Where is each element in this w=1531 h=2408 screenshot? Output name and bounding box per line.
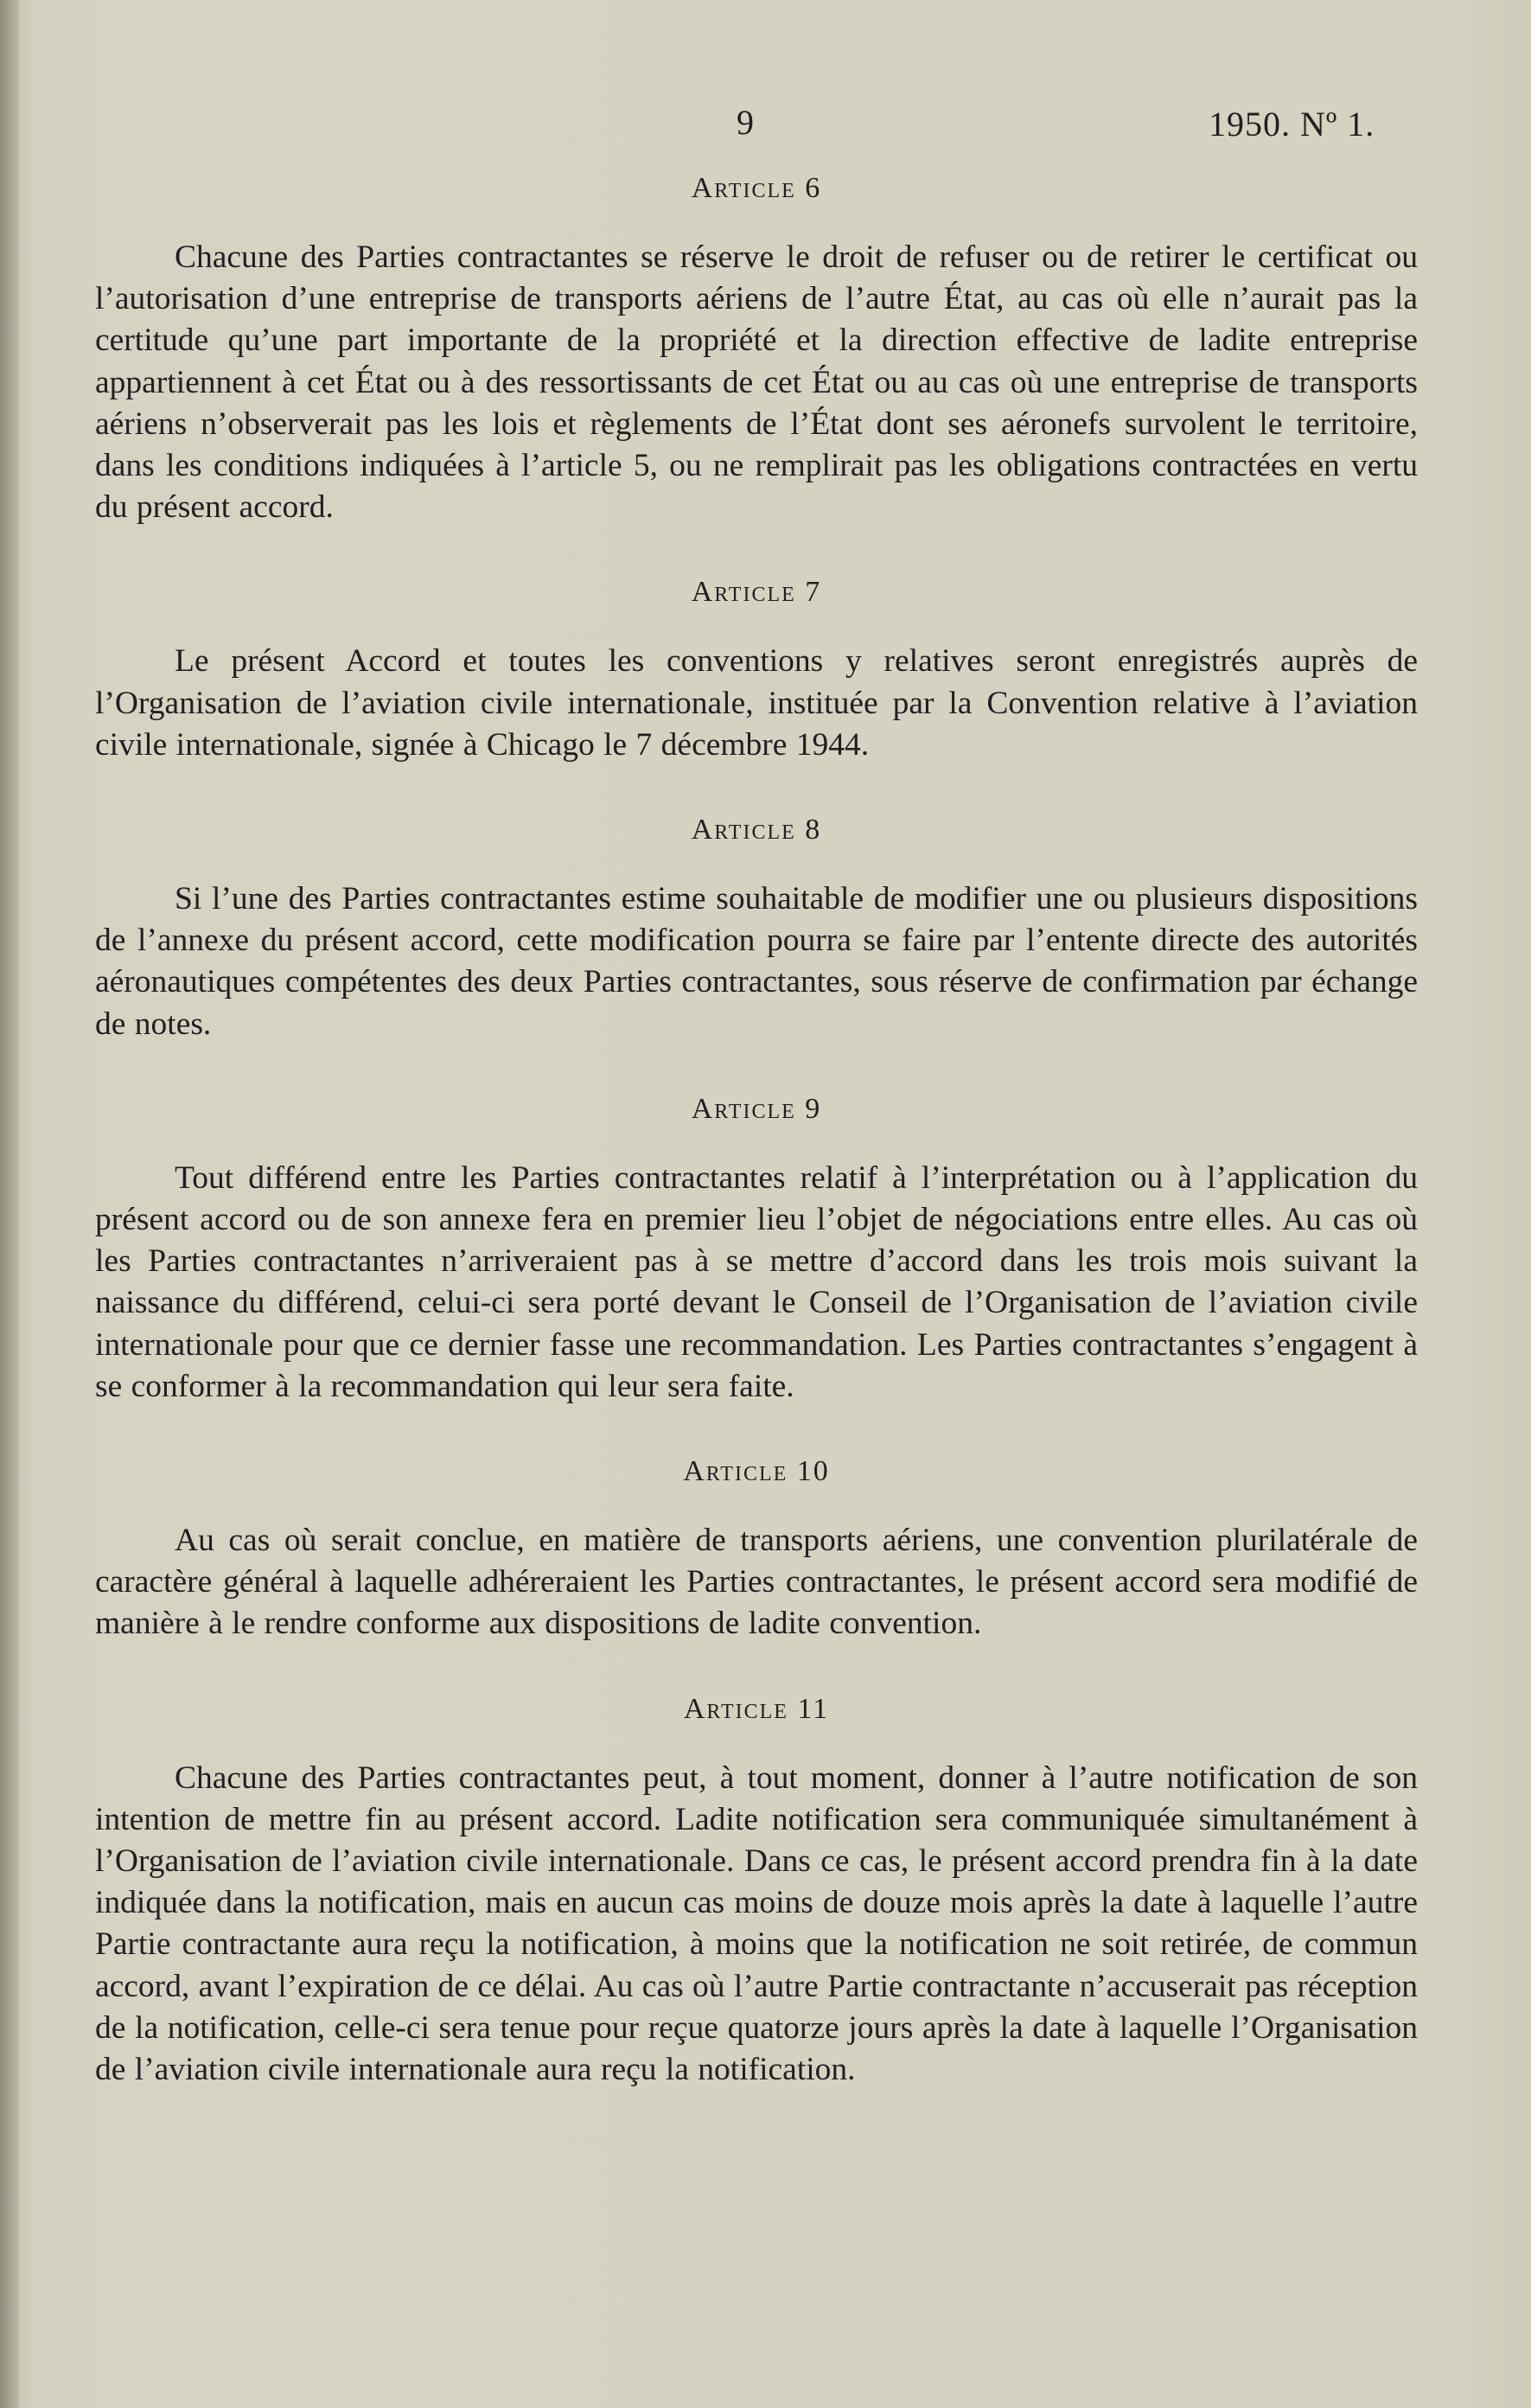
article-text: Le présent Accord et toutes les conventions y relatives seront enregistrés auprès de l’Organisation de l’aviation civile internationale, instituée par la Convention relative à l’aviation civile internationale, signée à Chicago le 7 décembre 1944. [95, 643, 1418, 763]
year-number: 1950. Nº 1. [1209, 105, 1375, 144]
article-heading: Article 7 [691, 576, 822, 609]
page-gutter-shadow [0, 0, 19, 2408]
article-11 [95, 1692, 1418, 2092]
article-6 [95, 171, 1418, 528]
article-text: Chacune des Parties contractantes peut, à tout moment, donner à l’autre notification de son intention de mettre fin au présent accord. Ladite notification sera communiquée simultanément à l’Organisation de l’aviation civile internationale. Dans ce cas, le présent accord prendra fin à la date indiquée dans la notification, mais en aucun cas moins de douze mois après la date à laquelle l’autre Partie contractante aura reçu la notification, à moins que la notification ne soit retirée, de commun accord, avant l’expiration de ce délai. Au cas où l’autre Partie contractante n’accuserait pas réception de la notification, celle-ci sera tenue pour reçue quatorze jours après la date à laquelle l’Organisation de l’aviation civile internationale aura reçu la notification. [95, 1760, 1418, 2088]
article-10 [95, 1454, 1418, 1645]
article-8 [95, 813, 1418, 1045]
article-text: Chacune des Parties contractantes se réserve le droit de refuser ou de retirer le certificat ou l’autorisation d’une entreprise de transports aériens de l’autre État, au cas où elle n’aurait pas la certitude qu’une part importante de la propriété et la direction effective de ladite entreprise appartiennent à cet État ou à des ressortissants de cet État ou au cas où une entreprise de transports aériens n’observerait pas les lois et règlements de l’État dont ses aéronefs survolent le territoire, dans les conditions indiquées à l’article 5, ou ne remplirait pas les obligations contractées en vertu du présent accord. [95, 240, 1418, 526]
article-text: Au cas où serait conclue, en matière de transports aériens, une convention plurilatérale de caractère général à laquelle adhéreraient les Parties contractantes, le présent accord sera modifié de manière à le rendre conforme aux dispositions de ladite convention. [95, 1523, 1418, 1642]
article-9 [95, 1092, 1418, 1408]
page-number: 9 [737, 103, 754, 142]
page-header [0, 102, 1531, 145]
article-heading: Article 10 [683, 1455, 830, 1488]
page-body [95, 171, 1418, 2137]
article-7 [95, 575, 1418, 766]
article-heading: Article 6 [691, 172, 822, 204]
article-heading: Article 8 [691, 814, 822, 846]
article-heading: Article 11 [683, 1692, 830, 1725]
article-heading: Article 9 [691, 1092, 822, 1125]
article-text: Tout différend entre les Parties contractantes relatif à l’interprétation ou à l’application du présent accord ou de son annexe fera en premier lieu l’objet de négociations entre elles. Au cas où les Parties contractantes n’arriveraient pas à se mettre d’accord dans les trois mois suivant la naissance du différend, celui-ci sera porté devant le Conseil de l’Organisation de l’aviation civile internationale pour que ce dernier fasse une recommandation. Les Parties contractantes s’engagent à se conformer à la recommandation qui leur sera faite. [95, 1159, 1418, 1404]
article-text: Si l’une des Parties contractantes estime souhaitable de modifier une ou plusieurs dispositions de l’annexe du présent accord, cette modification pourra se faire par l’entente directe des autorités aéronautiques compétentes des deux Parties contractantes, sous réserve de confirmation par échange de notes. [95, 881, 1418, 1042]
